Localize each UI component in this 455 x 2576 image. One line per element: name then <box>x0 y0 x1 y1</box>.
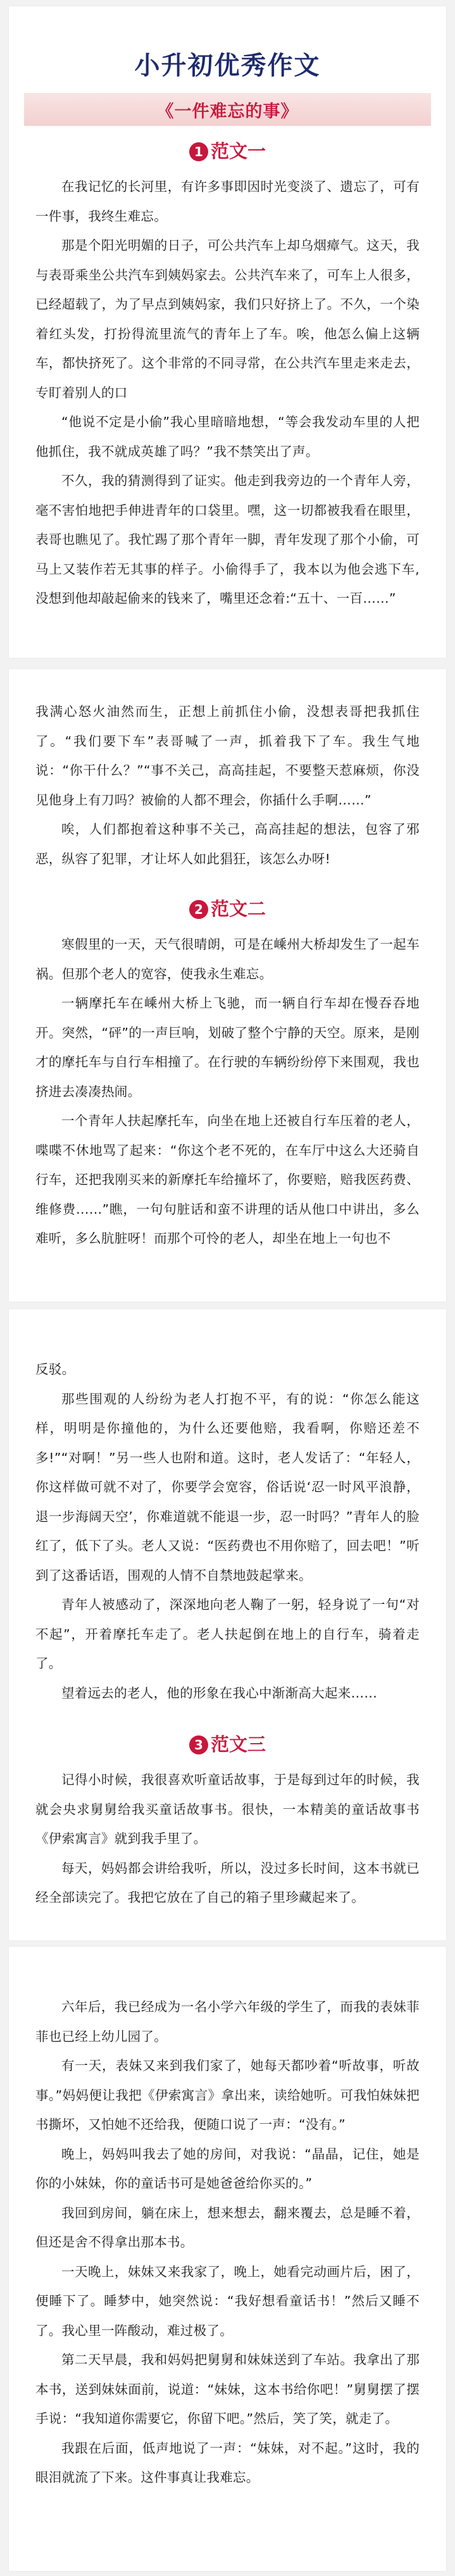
paragraph: 我跟在后面，低声地说了一声：“妹妹，对不起。”这时，我的眼泪就流了下来。这件事真让我难忘。 <box>35 2440 420 2485</box>
paragraph: 不久，我的猜测得到了证实。他走到我旁边的一个青年人旁，毫不害怕地把手伸进青年的口袋里。嘿，这一切都被我看在眼里，表哥也瞧见了。我忙踢了那个青年一脚，青年发现了那个小偷，可马上又装作若无其事的样子。小偷得手了，我本以为他会逃下车,没想到他却敲起偷来的钱来了，嘴里还念着:“五十、一百……” <box>35 473 420 606</box>
paragraph: 望着远去的老人，他的形象在我心中渐渐高大起来…… <box>61 1685 378 1701</box>
circled-number-icon: 3 <box>189 1735 208 1754</box>
page-4 <box>9 1947 446 2571</box>
paragraph: 一个青年人扶起摩托车，向坐在地上还被自行车压着的老人，喋喋不休地骂了起来：“你这个老不死的，在车厅中这么大还骑自行车，还把我刚买来的新摩托车给撞坏了，你要赔，赔我医药费、维修费……”瞧，一句句脏话和蛮不讲理的话从他口中讲出，多么难听，多么肮脏呀！而那个可怜的老人，却坐在地上一句也不 <box>35 1113 420 1246</box>
section-heading-1 <box>35 137 420 163</box>
essay-title: 《一件难忘的事》 <box>156 101 299 121</box>
circled-number-icon: 2 <box>189 900 208 919</box>
paragraph: 晚上，妈妈叫我去了她的房间，对我说：“晶晶，记住，她是你的小妹妹，你的童话书可是她爸爸给你买的。” <box>35 2146 420 2191</box>
paragraph: 寒假里的一天，天气很晴朗，可是在嵊州大桥却发生了一起车祸。但那个老人的宽容，使我永生难忘。 <box>35 937 420 982</box>
paragraph: 第二天早晨，我和妈妈把舅舅和妹妹送到了车站。我拿出了那本书，送到妹妹面前，说道：“妹妹，这本书给你吧！”舅舅摆了摆手说：“我知道你需要它，你留下吧。”然后，笑了笑，就走了。 <box>35 2352 420 2426</box>
section-heading-2 <box>35 895 420 921</box>
page-1 <box>9 6 446 658</box>
page-3 <box>9 1309 446 1940</box>
paragraph: 记得小时候，我很喜欢听童话故事，于是每到过年的时候，我就会央求舅舅给我买童话故事书。很快，一本精美的童话故事书《伊索寓言》就到我手里了。 <box>35 1772 420 1846</box>
paragraph: 一辆摩托车在嵊州大桥上飞驰，而一辆自行车却在慢吞吞地开。突然，“砰”的一声巨响，划破了整个宁静的天空。原来，是刚才的摩托车与自行车相撞了。在行驶的车辆纷纷停下来围观，我也挤进去凑凑热闹。 <box>35 995 420 1099</box>
paragraph: 那是个阳光明媚的日子，可公共汽车上却乌烟瘴气。这天，我与表哥乘坐公共汽车到姨妈家去。公共汽车来了，可车上人很多，已经超载了，为了早点到姨妈家，我们只好挤上了。不久，一个染着红头发，打扮得流里流气的青年上了车。唉，他怎么偏上这辆车，都快挤死了。这个非常的不同寻常，在公共汽车里走来走去，专盯着别人的口 <box>35 238 420 400</box>
paragraph: 有一天，表妹又来到我们家了，她每天都吵着“听故事，听故事。”妈妈便让我把《伊索寓言》拿出来，读给她听。可我怕妹妹把书撕坏，又怕她不还给我，便随口说了一声：“没有。” <box>35 2058 420 2132</box>
circled-number-icon: 1 <box>189 142 208 161</box>
paragraph: 唉，人们都抱着这种事不关己，高高挂起的想法，包容了邪恶，纵容了犯罪，才让坏人如此猖狂，该怎么办呀! <box>35 822 420 866</box>
section-label: 范文二 <box>210 898 266 920</box>
section-label: 范文三 <box>210 1734 266 1755</box>
paragraph: 我回到房间，躺在床上，想来想去，翻来覆去，总是睡不着，但还是舍不得拿出那本书。 <box>35 2205 420 2250</box>
section-label: 范文一 <box>210 140 266 162</box>
paragraph: 青年人被感动了，深深地向老人鞠了一躬，轻身说了一句“对不起”，开着摩托车走了。老人扶起倒在地上的自行车，骑着走了。 <box>35 1597 420 1671</box>
paragraph: “他说不定是小偷”我心里暗暗地想，“等会我发动车里的人把他抓住，我不就成英雄了吗？”我不禁笑出了声。 <box>35 414 420 459</box>
paragraph: 一天晚上，妹妹又来我家了，晚上，她看完动画片后，困了，便睡下了。睡梦中，她突然说：“我好想看童话书！”然后又睡不了。我心里一阵酸动，难过极了。 <box>35 2264 420 2338</box>
paragraph: 反驳。 <box>35 1362 75 1377</box>
section-heading-3 <box>35 1730 420 1756</box>
page-2 <box>9 669 446 1302</box>
paragraph: 我满心怒火油然而生，正想上前抓住小偷，没想表哥把我抓住了。“我们要下车”表哥喊了一声，抓着我下了车。我生气地说：“你干什么？”“事不关己，高高挂起，不要整天惹麻烦，你没见他身上有刀吗？被偷的人都不理会，你插什么手啊……” <box>35 704 420 808</box>
paragraph: 六年后，我已经成为一名小学六年级的学生了，而我的表妹菲菲也已经上幼儿园了。 <box>35 1999 420 2044</box>
subtitle-banner <box>24 93 431 126</box>
paragraph: 那些围观的人纷纷为老人打抱不平，有的说：“你怎么能这样，明明是你撞他的，为什么还要他赔，我看啊，你赔还差不多!”“对啊！”另一些人也附和道。这时，老人发话了：“年轻人，你这样做可就不对了，你要学会宽容，俗话说‘忍一时风平浪静，退一步海阔天空’，你难道就不能退一步，忍一时吗？”青年人的脸红了，低下了头。老人又说：“医药费也不用你赔了，回去吧！”听到了这番话语，围观的人情不自禁地鼓起掌来。 <box>35 1391 420 1583</box>
paragraph: 每天，妈妈都会讲给我听，所以，没过多长时间，这本书就已经全部读完了。我把它放在了自己的箱子里珍藏起来了。 <box>35 1860 420 1905</box>
paragraph: 在我记忆的长河里，有许多事即因时光变淡了、遗忘了，可有一件事，我终生难忘。 <box>35 179 420 224</box>
page-title: 小升初优秀作文 <box>134 51 321 80</box>
